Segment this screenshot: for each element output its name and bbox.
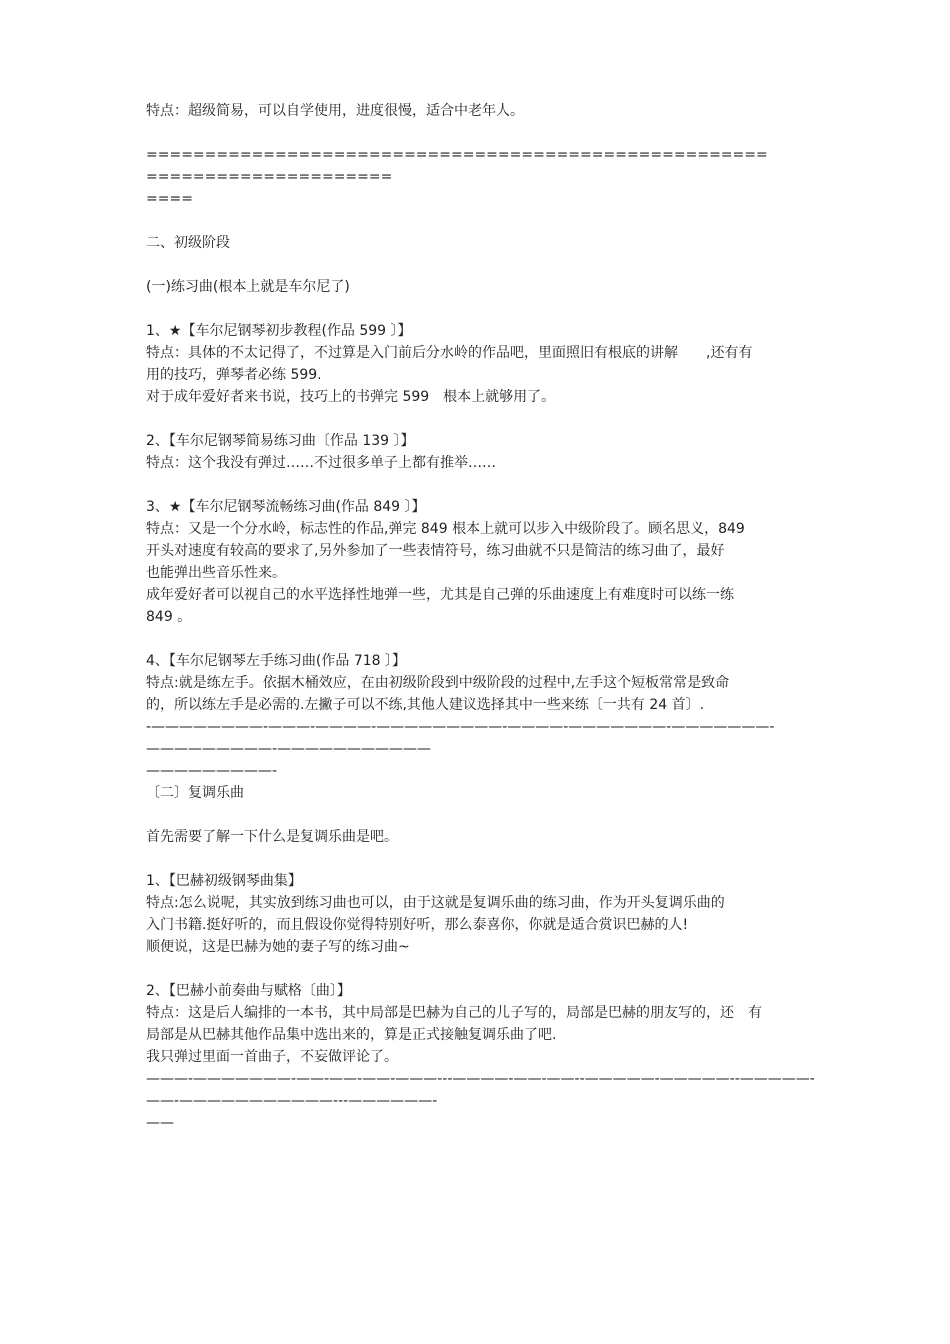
section-title: 二、初级阶段 xyxy=(146,235,230,251)
separator-dashes: —— xyxy=(146,1115,174,1131)
item-title: 1、【巴赫初级钢琴曲集】 xyxy=(146,873,302,889)
item-text: 局部是从巴赫其他作品集中选出来的，算是正式接触复调乐曲了吧. xyxy=(146,1027,557,1043)
item-title: 2、【车尔尼钢琴简易练习曲〔作品 139 〕】 xyxy=(146,433,415,449)
item-text: 特点：具体的不太记得了，不过算是入门前后分水岭的作品吧，里面照旧有根底的讲解 ,还有有 xyxy=(146,345,753,361)
separator-equals: ===================================================== xyxy=(146,147,768,163)
separator-dashes: —————————- xyxy=(146,763,278,779)
item-text: 的，所以练左手是必需的.左撇子可以不练,其他人建议选择其中一些来练〔一共有 24 首〕. xyxy=(146,697,705,713)
item-title: 4、【车尔尼钢琴左手练习曲(作品 718 〕】 xyxy=(146,653,406,669)
separator-equals: ===================== xyxy=(146,169,393,185)
separator-dashes: ———-———————-——-——-——-———---————-——-——--—————-—————--—————-——-———————————---——————- xyxy=(146,1071,815,1109)
item-text: 入门书籍.挺好听的，而且假设你觉得特别好听，那么泰喜你，你就是适合赏识巴赫的人! xyxy=(146,917,689,933)
item-text: 我只弹过里面一首曲子，不妄做评论了。 xyxy=(146,1049,398,1065)
item-text: 用的技巧，弹琴者必练 599. xyxy=(146,367,322,383)
item-text: 成年爱好者可以视自己的水平选择性地弹一些，尤其是自己弹的乐曲速度上有难度时可以练一练 xyxy=(146,587,734,603)
document-body xyxy=(146,100,816,1134)
item-title: 2、【巴赫小前奏曲与赋格〔曲〕】 xyxy=(146,983,351,999)
item-text: 也能弹出些音乐性来。 xyxy=(146,565,286,581)
item-title: 1、★【车尔尼钢琴初步教程(作品 599 〕】 xyxy=(146,323,412,339)
item-text: 开头对速度有较高的要求了,另外参加了一些表情符号，练习曲就不只是简洁的练习曲了，最好 xyxy=(146,543,725,559)
intro-paragraph: 特点：超级简易，可以自学使用，进度很慢，适合中老年人。 xyxy=(146,103,524,119)
item-text: 849 。 xyxy=(146,609,192,625)
item-text: 特点：这个我没有弹过……不过很多单子上都有推举…… xyxy=(146,455,496,471)
subsection-title: (一)练习曲(根本上就是车尔尼了) xyxy=(146,279,350,295)
item-text: 特点:就是练左手。依据木桶效应，在由初级阶段到中级阶段的过程中,左手这个短板常常是致命 xyxy=(146,675,730,691)
separator-dashes: -————————-———-————-—————————-————-———————-———————-—————————-——————————— xyxy=(146,719,775,757)
item-text: 顺便说，这是巴赫为她的妻子写的练习曲~ xyxy=(146,939,410,955)
subsection-title: 〔二〕复调乐曲 xyxy=(146,785,244,801)
item-text: 特点：这是后人编排的一本书，其中局部是巴赫为自己的儿子写的，局部是巴赫的朋友写的，还 有 xyxy=(146,1005,762,1021)
item-text: 特点：又是一个分水岭，标志性的作品,弹完 849 根本上就可以步入中级阶段了。顾名思义，849 xyxy=(146,521,745,537)
item-text: 特点:怎么说呢，其实放到练习曲也可以，由于这就是复调乐曲的练习曲，作为开头复调乐曲的 xyxy=(146,895,725,911)
item-title: 3、★【车尔尼钢琴流畅练习曲(作品 849 〕】 xyxy=(146,499,426,515)
item-text: 对于成年爱好者来书说，技巧上的书弹完 599 根本上就够用了。 xyxy=(146,389,556,405)
separator-equals: ==== xyxy=(146,191,193,207)
subsection-intro: 首先需要了解一下什么是复调乐曲是吧。 xyxy=(146,829,398,845)
